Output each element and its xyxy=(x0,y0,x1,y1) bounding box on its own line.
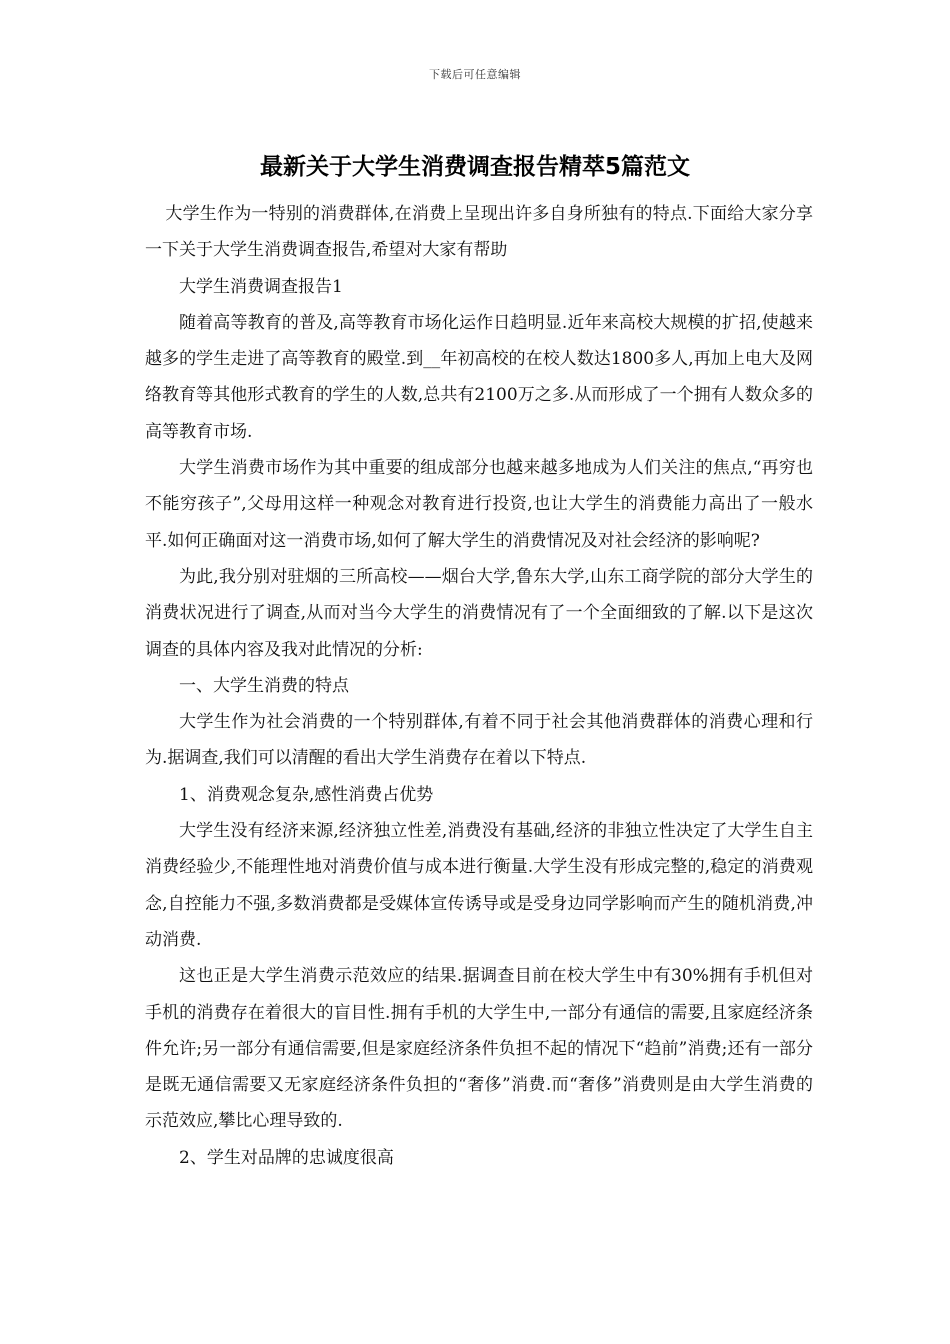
subsection-heading: 1、消费观念复杂,感性消费占优势 xyxy=(179,784,434,805)
body-paragraph: 这也正是大学生消费示范效应的结果.据调查目前在校大学生中有30%拥有手机但对手机的消费存在着很大的盲目性.拥有手机的大学生中,一部分有通信的需要,且家庭经济条件允许;另一部分有通信需要,但是家庭经济条件负担不起的情况下“趋前”消费;还有一部分是既无通信需要又无家庭经济条件负担的“奢侈”消费.而“奢侈”消费则是由大学生消费的示范效应,攀比心理导致的. xyxy=(145,966,813,1132)
body-paragraph: 大学生消费市场作为其中重要的组成部分也越来越多地成为人们关注的焦点,“再穷也不能穷孩子”,父母用这样一种观念对教育进行投资,也让大学生的消费能力高出了一般水平.如何正确面对这一消费市场,如何了解大学生的消费情况及对社会经济的影响呢? xyxy=(145,458,813,551)
document-body xyxy=(145,196,813,1176)
intro-paragraph: 大学生作为一特别的消费群体,在消费上呈现出许多自身所独有的特点.下面给大家分享一下关于大学生消费调查报告,希望对大家有帮助 xyxy=(145,204,813,261)
subsection-heading: 2、学生对品牌的忠诚度很高 xyxy=(179,1147,394,1168)
document-title: 最新关于大学生消费调查报告精萃5篇范文 xyxy=(259,154,690,180)
body-paragraph: 大学生没有经济来源,经济独立性差,消费没有基础,经济的非独立性决定了大学生自主消费经验少,不能理性地对消费价值与成本进行衡量.大学生没有形成完整的,稳定的消费观念,自控能力不强,多数消费都是受媒体宣传诱导或是受身边同学影响而产生的随机消费,冲动消费. xyxy=(145,821,813,950)
body-paragraph: 大学生作为社会消费的一个特别群体,有着不同于社会其他消费群体的消费心理和行为.据调查,我们可以清醒的看出大学生消费存在着以下特点. xyxy=(145,712,813,769)
section-heading: 一、大学生消费的特点 xyxy=(179,675,349,696)
body-paragraph: 为此,我分别对驻烟的三所高校——烟台大学,鲁东大学,山东工商学院的部分大学生的消费状况进行了调查,从而对当今大学生的消费情况有了一个全面细致的了解.以下是这次调查的具体内容及我对此情况的分析: xyxy=(145,566,813,660)
page-header-note: 下载后可任意编辑 xyxy=(429,68,521,81)
report-heading: 大学生消费调查报告1 xyxy=(179,276,343,297)
body-paragraph: 随着高等教育的普及,高等教育市场化运作日趋明显.近年来高校大规模的扩招,使越来越多的学生走进了高等教育的殿堂.到__年初高校的在校人数达1800多人,再加上电大及网络教育等其他形式教育的学生的人数,总共有2100万之多.从而形成了一个拥有人数众多的高等教育市场. xyxy=(145,312,813,442)
